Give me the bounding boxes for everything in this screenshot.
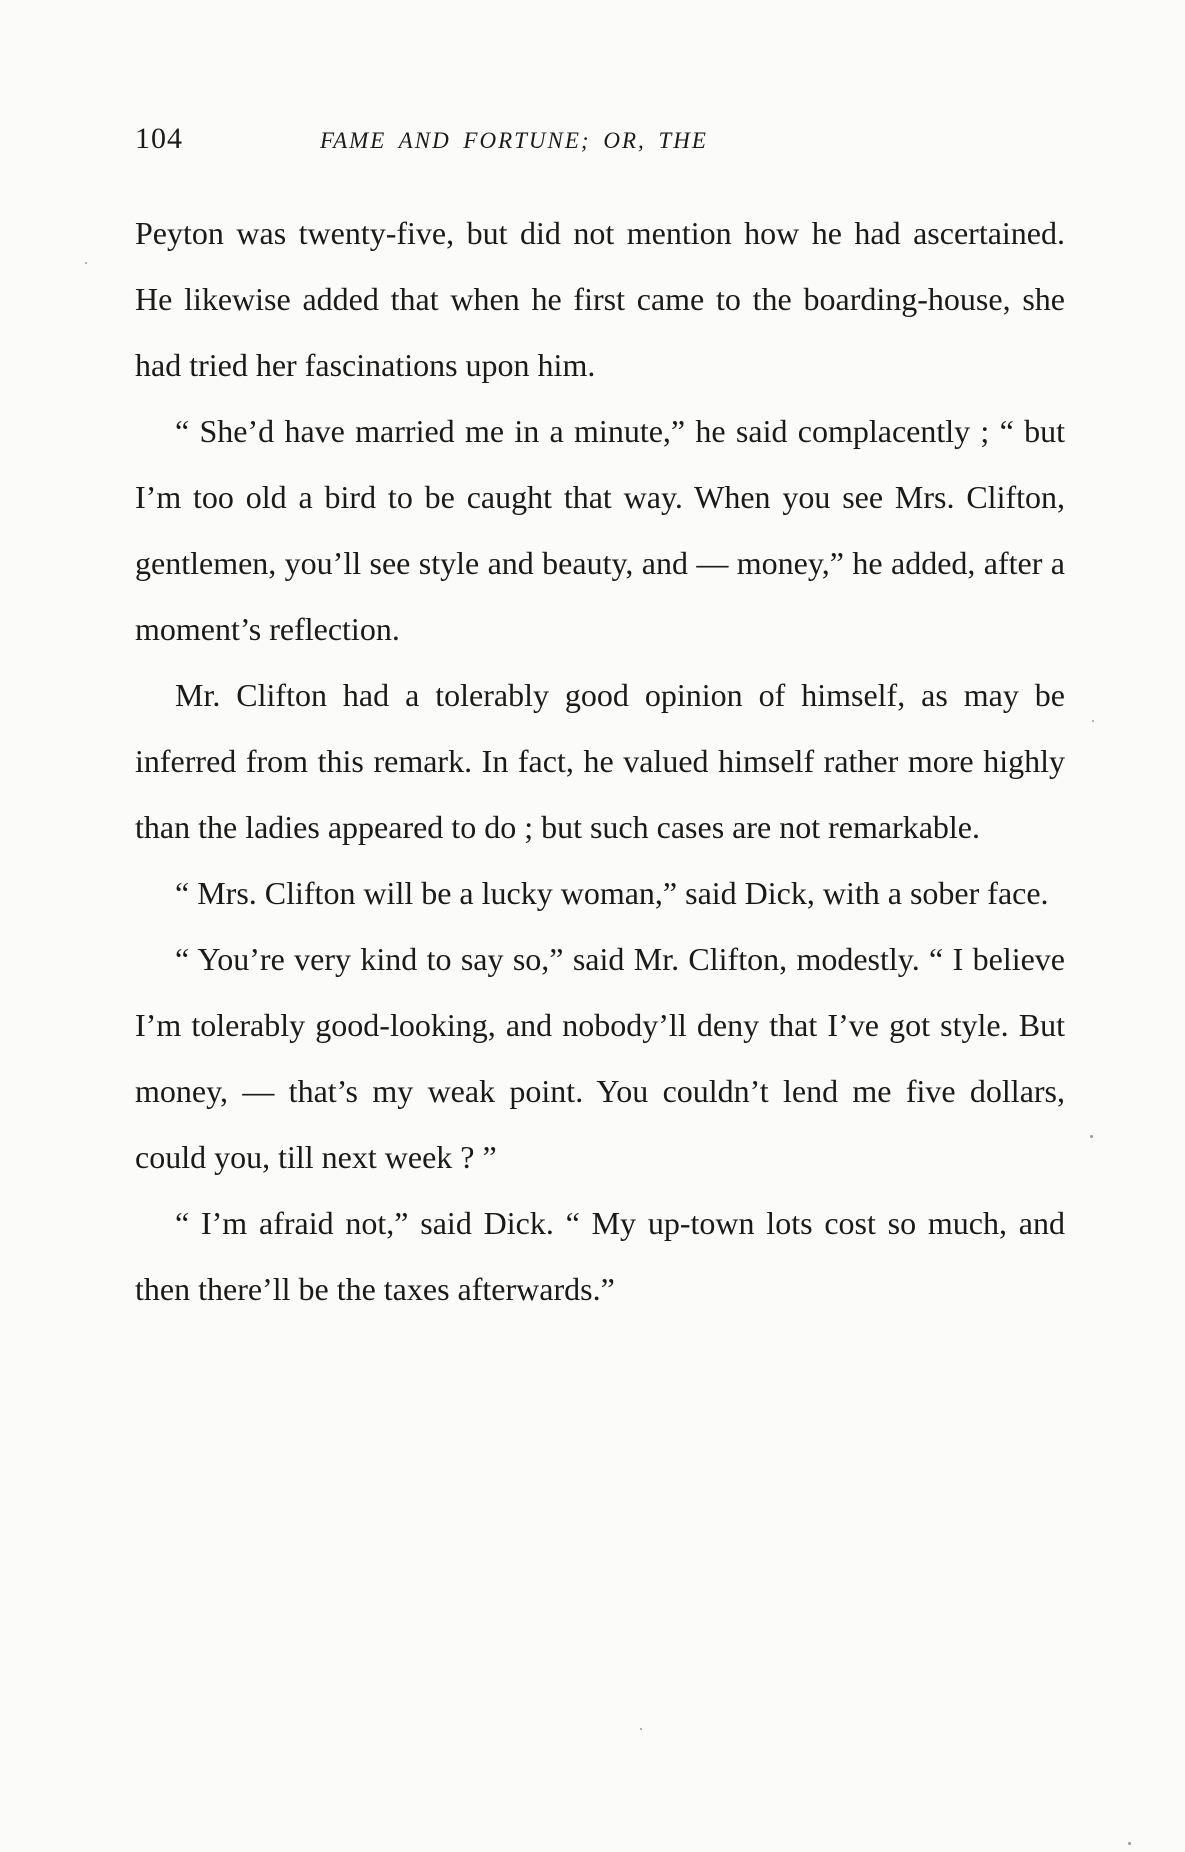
paragraph: Peyton was twenty-five, but did not mention how he had ascertained. He likewise added that when he first came to the boarding-house, she had tried her fascinations upon him. xyxy=(135,215,1065,383)
paragraph: “ I’m afraid not,” said Dick. “ My up-town lots cost so much, and then there’ll be the taxes afterwards.” xyxy=(135,1205,1065,1307)
paragraph: “ You’re very kind to say so,” said Mr. Clifton, modestly. “ I believe I’m tolerably good-looking, and nobody’ll deny that I’ve got style. But money, — that’s my weak point. You couldn’t lend me five dollars, could you, till next week ? ” xyxy=(135,941,1065,1175)
paragraph: “ She’d have married me in a minute,” he said complacently ; “ but I’m too old a bird to be caught that way. When you see Mrs. Clifton, gentlemen, you’ll see style and beauty, and — money,” he added, after a moment’s reflection. xyxy=(135,413,1065,647)
page-header xyxy=(135,122,1055,162)
paper-speck xyxy=(1128,1842,1131,1845)
paragraph: Mr. Clifton had a tolerably good opinion of himself, as may be inferred from this remark. In fact, he valued himself rather more highly than the ladies appeared to do ; but such cases are not remarkable. xyxy=(135,677,1065,845)
paper-speck xyxy=(1092,720,1094,722)
running-head: FAME AND FORTUNE; OR, THE xyxy=(320,128,708,153)
paragraph: “ Mrs. Clifton will be a lucky woman,” said Dick, with a sober face. xyxy=(175,875,1049,911)
paper-speck xyxy=(640,1728,642,1730)
paper-speck xyxy=(85,262,87,264)
page-number: 104 xyxy=(135,122,183,155)
body-text xyxy=(135,200,1065,1322)
paper-speck xyxy=(1090,1135,1093,1138)
